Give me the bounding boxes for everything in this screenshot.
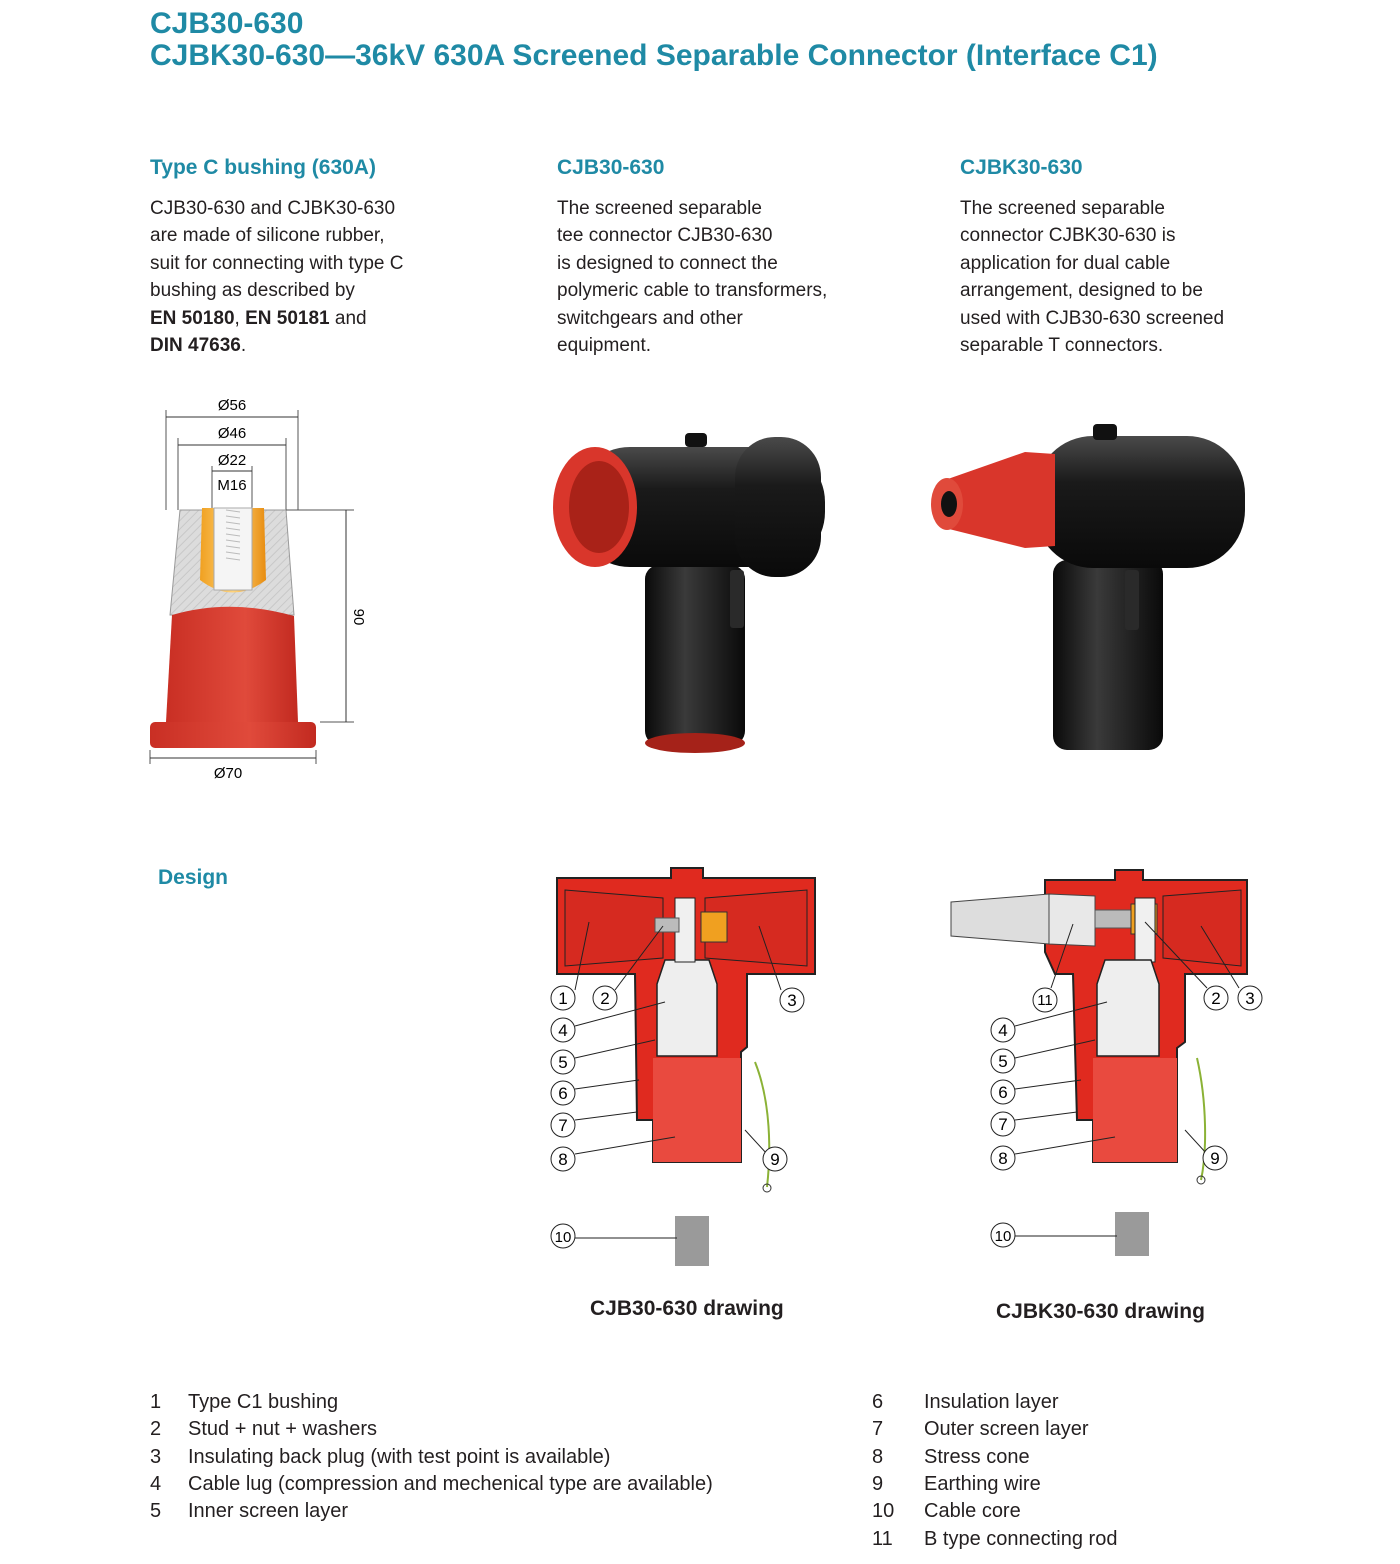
stud bbox=[655, 918, 679, 932]
legend-text: B type connecting rod bbox=[924, 1528, 1118, 1550]
bushing-heading: Type C bushing (630A) bbox=[150, 156, 376, 179]
callout-label: 5 bbox=[558, 1053, 568, 1072]
callout-label: 4 bbox=[558, 1021, 568, 1040]
cjbk-line: arrangement, designed to be bbox=[960, 280, 1203, 302]
cjbk-section-drawing bbox=[945, 862, 1265, 1274]
legend-text: Outer screen layer bbox=[924, 1418, 1089, 1440]
cjbk-line: connector CJBK30-630 is bbox=[960, 225, 1176, 247]
legend-number: 6 bbox=[872, 1391, 884, 1413]
cjbk-line: The screened separable bbox=[960, 198, 1165, 219]
dim-label-d70: Ø70 bbox=[213, 765, 243, 782]
legend-number: 7 bbox=[872, 1418, 884, 1440]
cjb-line: switchgears and other bbox=[557, 307, 743, 329]
legend-text: Inner screen layer bbox=[188, 1500, 349, 1522]
b-type-connecting-rod bbox=[951, 894, 1049, 944]
red-interface-inner bbox=[569, 461, 629, 553]
callout-label: 3 bbox=[1245, 989, 1255, 1008]
vertical-body bbox=[1053, 560, 1163, 750]
legend-text: Insulation layer bbox=[924, 1391, 1059, 1413]
dim-label-m16: M16 bbox=[217, 477, 247, 494]
legend-text: Stress cone bbox=[924, 1446, 1030, 1468]
cjb-line: polymeric cable to transformers, bbox=[557, 280, 828, 302]
callout-label: 6 bbox=[558, 1084, 568, 1103]
test-point-cap bbox=[685, 433, 707, 447]
conjunction: and bbox=[329, 307, 367, 329]
standard-en50180: EN 50180 bbox=[150, 307, 235, 329]
cjb-heading: CJB30-630 bbox=[557, 156, 665, 179]
bushing-description bbox=[150, 195, 490, 359]
legend-number: 10 bbox=[872, 1500, 895, 1522]
page-title bbox=[150, 8, 1158, 72]
callout-label: 8 bbox=[998, 1149, 1008, 1168]
standard-en50181: EN 50181 bbox=[245, 307, 330, 329]
bushing-line: suit for connecting with type C bbox=[150, 252, 404, 274]
cjb-line: The screened separable bbox=[557, 198, 762, 219]
callout-label: 1 bbox=[558, 989, 568, 1008]
cable-lug bbox=[657, 960, 717, 1056]
rod-inner bbox=[1049, 894, 1095, 946]
cjb-description bbox=[557, 195, 877, 359]
dim-label-d46: Ø46 bbox=[217, 425, 247, 442]
legend-number: 9 bbox=[872, 1473, 884, 1495]
cjb-section-drawing bbox=[545, 862, 845, 1274]
label-plate bbox=[1125, 570, 1139, 630]
dim-label-h90: 90 bbox=[350, 608, 367, 626]
callout-label: 7 bbox=[558, 1116, 568, 1135]
legend-text: Type C1 bushing bbox=[188, 1391, 339, 1413]
dim-label-d56: Ø56 bbox=[217, 397, 247, 414]
bushing-standards-line bbox=[150, 305, 490, 332]
separator: , bbox=[234, 307, 246, 329]
back-plug-sleeve bbox=[735, 437, 821, 577]
cjbk-description bbox=[960, 195, 1280, 359]
cjbk-drawing-caption: CJBK30-630 drawing bbox=[996, 1300, 1205, 1323]
bushing-line: are made of silicone rubber, bbox=[150, 225, 385, 247]
test-point-cap bbox=[1093, 424, 1117, 440]
cjbk-line: separable T connectors. bbox=[960, 335, 1164, 357]
bushing-flange bbox=[150, 722, 316, 748]
legend-left bbox=[150, 1389, 790, 1529]
callout-label: 3 bbox=[787, 991, 797, 1010]
thread-bore bbox=[214, 508, 252, 590]
cjbk-line: application for dual cable bbox=[960, 252, 1171, 274]
legend-number: 3 bbox=[150, 1446, 162, 1468]
cable-core bbox=[1115, 1212, 1149, 1256]
legend-text: Insulating back plug (with test point is available) bbox=[188, 1446, 611, 1468]
callout-label: 9 bbox=[1210, 1149, 1220, 1168]
bushing-line: bushing as described by bbox=[150, 280, 355, 302]
standard-din47636: DIN 47636 bbox=[150, 335, 241, 357]
cjb-product-image bbox=[545, 425, 845, 765]
legend-right bbox=[872, 1389, 1292, 1557]
callout-label: 2 bbox=[1211, 989, 1221, 1008]
bushing-standards-line-2 bbox=[150, 332, 490, 359]
legend-text: Cable core bbox=[924, 1500, 1021, 1522]
cjb-line: equipment. bbox=[557, 335, 652, 357]
legend-text: Stud + nut + washers bbox=[188, 1418, 378, 1440]
design-heading: Design bbox=[158, 866, 229, 889]
callout-label: 10 bbox=[554, 1229, 572, 1246]
cjb-line: is designed to connect the bbox=[557, 252, 778, 274]
callout-label: 4 bbox=[998, 1021, 1008, 1040]
legend-number: 11 bbox=[872, 1528, 893, 1550]
nut-washer bbox=[701, 912, 727, 942]
cable-lug bbox=[1097, 960, 1159, 1056]
callout-label: 7 bbox=[998, 1115, 1008, 1134]
cjbk-heading: CJBK30-630 bbox=[960, 156, 1083, 179]
legend-number: 5 bbox=[150, 1500, 162, 1522]
stress-cone bbox=[653, 1058, 741, 1162]
legend-number: 2 bbox=[150, 1418, 162, 1440]
horizontal-body bbox=[1035, 436, 1245, 568]
bushing-red-body bbox=[166, 607, 298, 722]
title-line-2: CJBK30-630—36kV 630A Screened Separable Connector (Interface C1) bbox=[150, 39, 1158, 72]
legend-number: 8 bbox=[872, 1446, 884, 1468]
callout-label: 8 bbox=[558, 1150, 568, 1169]
dim-label-d22: Ø22 bbox=[217, 452, 247, 469]
cjb-line: tee connector CJB30-630 bbox=[557, 225, 773, 247]
callout-label: 2 bbox=[600, 989, 610, 1008]
label-plate bbox=[730, 570, 744, 628]
callout-label: 6 bbox=[998, 1083, 1008, 1102]
cjb-drawing-caption: CJB30-630 drawing bbox=[590, 1297, 784, 1320]
title-line-1: CJB30-630 bbox=[150, 7, 304, 40]
callout-label: 11 bbox=[1037, 992, 1053, 1009]
legend-number: 4 bbox=[150, 1473, 162, 1495]
cable-core bbox=[675, 1216, 709, 1266]
cjbk-product-image bbox=[925, 420, 1245, 760]
period: . bbox=[240, 335, 247, 357]
stud bbox=[1095, 910, 1131, 928]
legend-text: Earthing wire bbox=[924, 1473, 1041, 1495]
interface-cone-left bbox=[565, 890, 663, 966]
bushing-drawing bbox=[140, 390, 380, 790]
callout-label: 9 bbox=[770, 1150, 780, 1169]
cable-entry-rim bbox=[645, 733, 745, 753]
bushing-line: CJB30-630 and CJBK30-630 bbox=[150, 198, 396, 219]
legend-number: 1 bbox=[150, 1391, 162, 1413]
rod-hole bbox=[941, 491, 957, 517]
callout-label: 10 bbox=[994, 1228, 1012, 1245]
stress-cone bbox=[1093, 1058, 1177, 1162]
callout-label: 5 bbox=[998, 1052, 1008, 1071]
legend-text: Cable lug (compression and mechenical type are available) bbox=[188, 1473, 713, 1495]
cjbk-line: used with CJB30-630 screened bbox=[960, 307, 1225, 329]
